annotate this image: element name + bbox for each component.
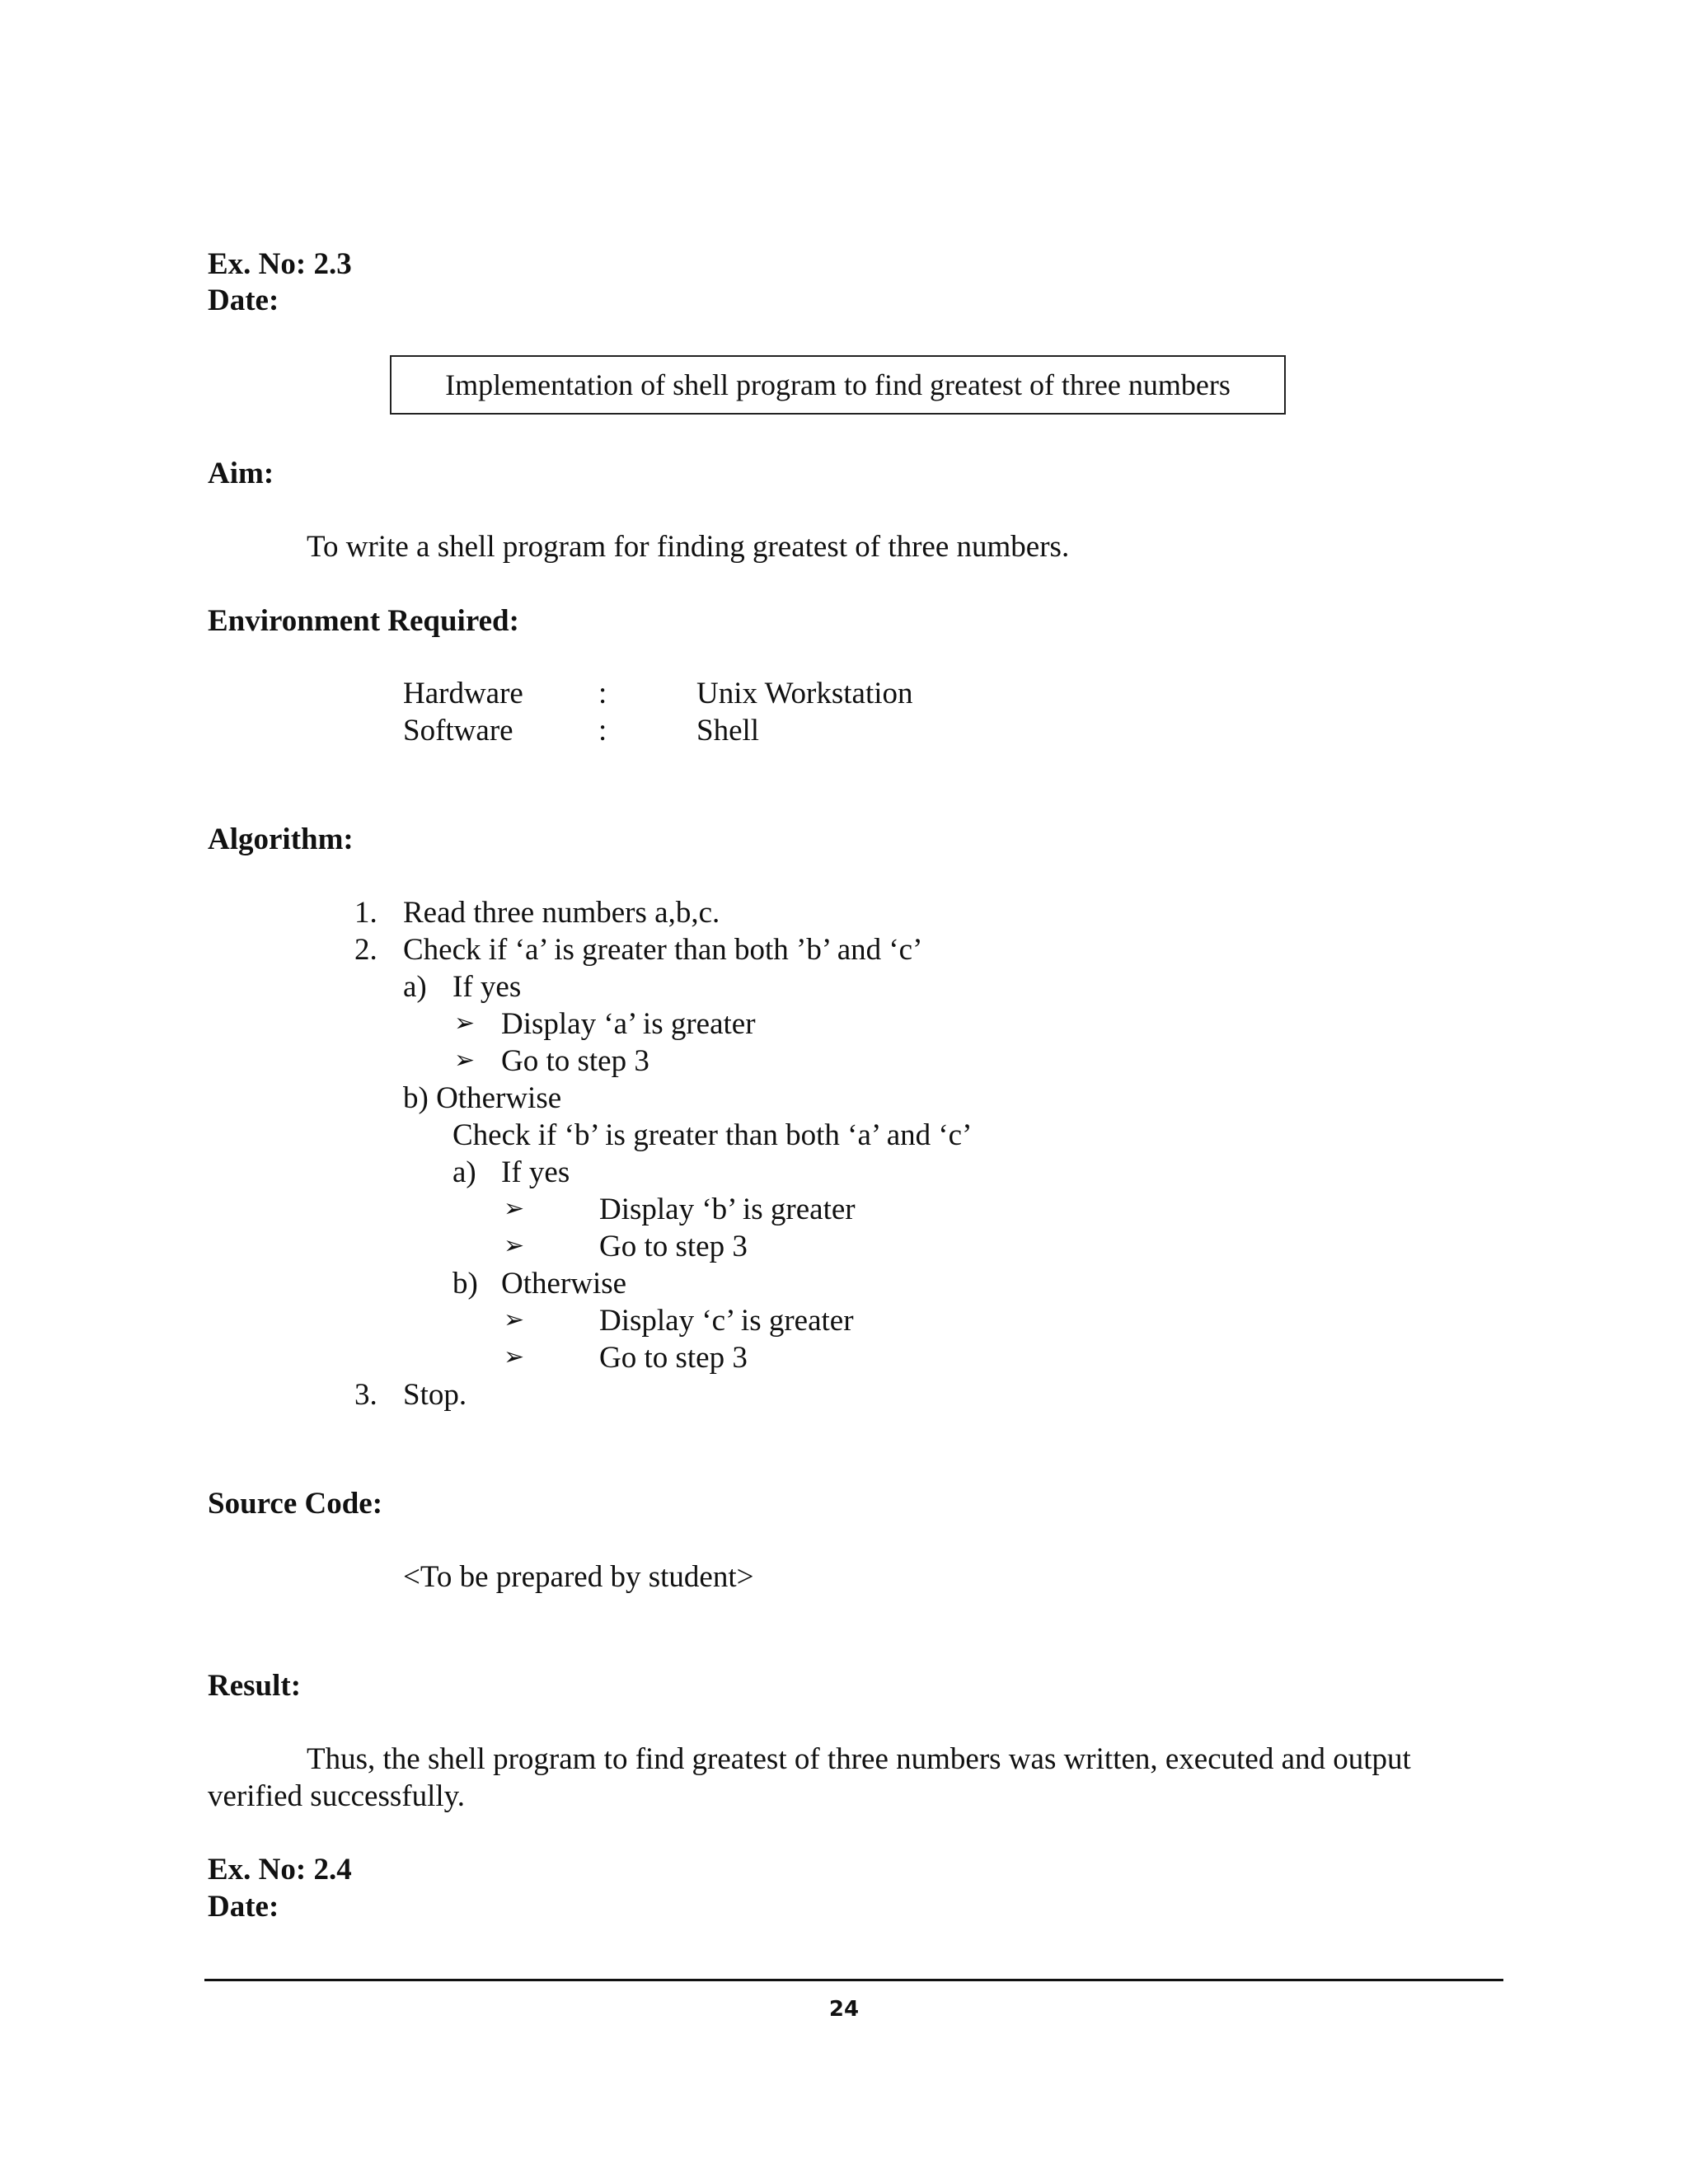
exercise-number: Ex. No: 2.3: [208, 247, 352, 281]
aim-text: To write a shell program for finding greatest of three numbers.: [307, 530, 1070, 564]
step-2bb-goto: Go to step 3: [599, 1341, 748, 1375]
next-exercise-date: Date:: [208, 1890, 279, 1924]
exercise-date: Date:: [208, 284, 279, 317]
step-2a-text: If yes: [452, 970, 522, 1004]
env-software-sep: :: [598, 714, 607, 748]
step-2a-display: Display ‘a’ is greater: [501, 1007, 756, 1041]
env-software-value: Shell: [696, 714, 760, 748]
arrowhead-bullet-icon: ➢: [504, 1343, 525, 1371]
env-hardware-label: Hardware: [403, 677, 523, 710]
step-2b-check: Check if ‘b’ is greater than both ‘a’ and ‘c’: [452, 1118, 973, 1152]
title-box: [390, 355, 1286, 415]
step-2a-marker: a): [403, 970, 427, 1004]
step-2b-otherwise: b) Otherwise: [403, 1081, 562, 1115]
step-2bb-text: Otherwise: [501, 1267, 627, 1301]
result-heading: Result:: [208, 1669, 302, 1703]
source-code-placeholder: <To be prepared by student>: [403, 1560, 754, 1594]
step-2-number: 2.: [354, 933, 377, 967]
step-3-text: Stop.: [403, 1378, 467, 1412]
source-code-heading: Source Code:: [208, 1487, 383, 1521]
env-hardware-sep: :: [598, 677, 607, 710]
page-title: Implementation of shell program to find greatest of three numbers: [445, 368, 1231, 401]
page-number: 24: [828, 1997, 860, 2022]
arrowhead-bullet-icon: ➢: [504, 1231, 525, 1260]
environment-heading: Environment Required:: [208, 604, 519, 638]
step-2ba-marker: a): [452, 1155, 476, 1189]
step-2ba-goto: Go to step 3: [599, 1230, 748, 1263]
step-2bb-marker: b): [452, 1267, 478, 1301]
aim-heading: Aim:: [208, 457, 274, 490]
step-2ba-display: Display ‘b’ is greater: [599, 1193, 856, 1226]
step-2ba-text: If yes: [501, 1155, 570, 1189]
env-software-label: Software: [403, 714, 513, 748]
env-hardware-value: Unix Workstation: [696, 677, 913, 710]
arrowhead-bullet-icon: ➢: [454, 1046, 476, 1075]
footer-divider: [204, 1979, 1503, 1981]
step-2a-goto: Go to step 3: [501, 1044, 649, 1078]
step-2-text: Check if ‘a’ is greater than both ’b’ and ‘c’: [403, 933, 923, 967]
step-1-number: 1.: [354, 896, 377, 930]
algorithm-heading: Algorithm:: [208, 823, 354, 856]
result-text-line-2: verified successfully.: [208, 1779, 465, 1813]
arrowhead-bullet-icon: ➢: [504, 1305, 525, 1334]
step-3-number: 3.: [354, 1378, 377, 1412]
step-1-text: Read three numbers a,b,c.: [403, 896, 720, 930]
step-2bb-display: Display ‘c’ is greater: [599, 1304, 854, 1338]
arrowhead-bullet-icon: ➢: [504, 1194, 525, 1223]
arrowhead-bullet-icon: ➢: [454, 1009, 476, 1038]
next-exercise-number: Ex. No: 2.4: [208, 1853, 352, 1886]
result-text-line-1: Thus, the shell program to find greatest of three numbers was written, executed and output: [307, 1742, 1411, 1776]
